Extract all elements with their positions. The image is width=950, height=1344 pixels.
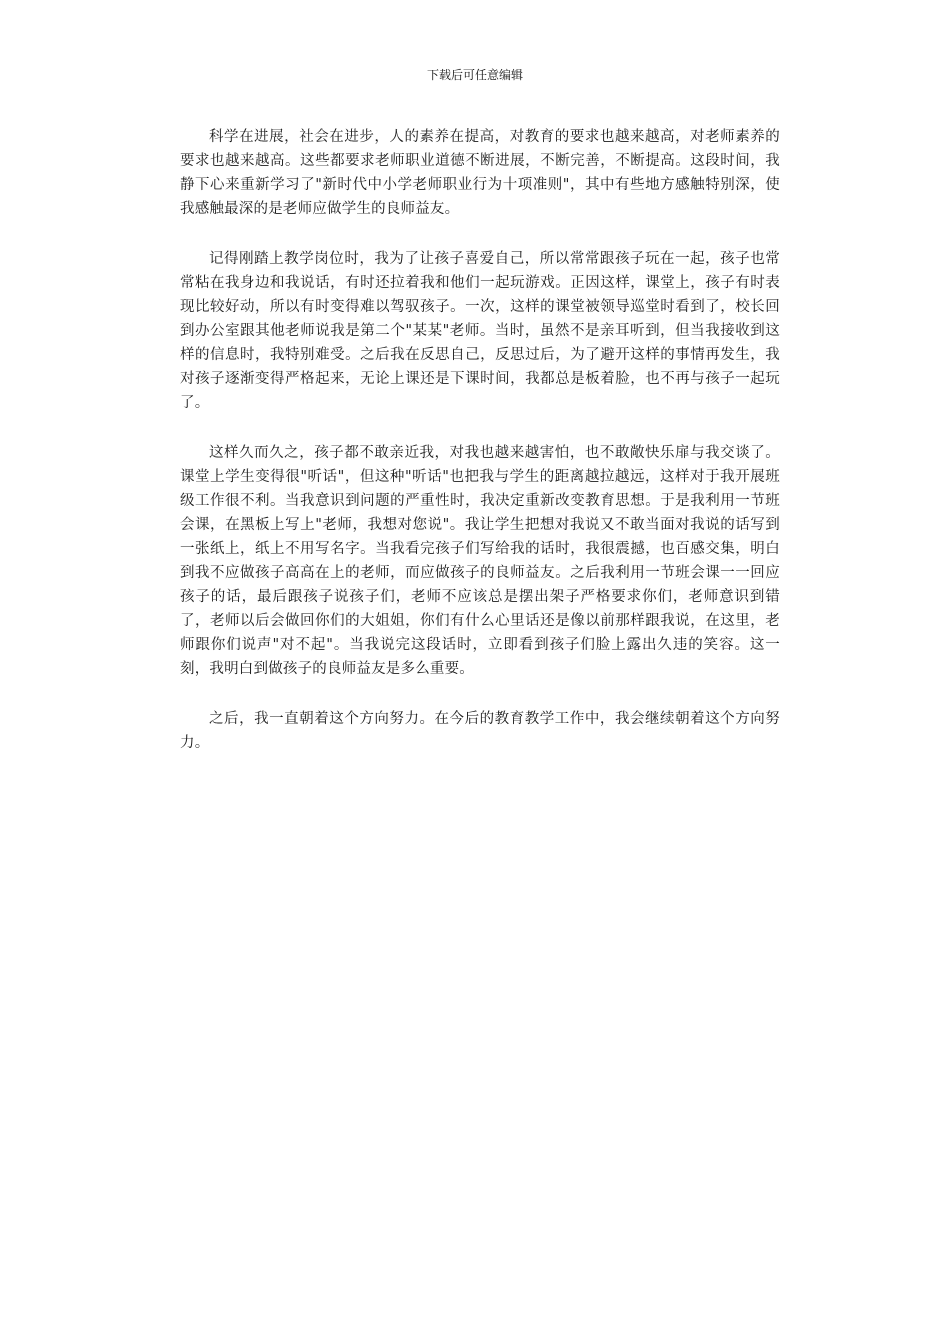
paragraph-4: 之后，我一直朝着这个方向努力。在今后的教育教学工作中，我会继续朝着这个方向努力。 bbox=[180, 711, 780, 751]
paragraph-3: 这样久而久之，孩子都不敢亲近我，对我也越来越害怕，也不敢敞快乐扉与我交谈了。课堂上学生变得很"听话"，但这种"听话"也把我与学生的距离越拉越远，这样对于我开展班级工作很不利。当我意识到问题的严重性时，我决定重新改变教育思想。于是我利用一节班会课，在黑板上写上"老师，我想对您说"。我让学生把想对我说又不敢当面对我说的话写到一张纸上，纸上不用写名字。当我看完孩子们写给我的话时，我很震撼，也百感交集，明白到我不应做孩子高高在上的老师，而应做孩子的良师益友。之后我利用一节班会课一一回应孩子的话，最后跟孩子说孩子们，老师不应该总是摆出架子严格要求你们，老师意识到错了，老师以后会做回你们的大姐姐，你们有什么心里话还是像以前那样跟我说，在这里，老师跟你们说声"对不起"。当我说完这段话时，立即看到孩子们脸上露出久违的笑容。这一刻，我明白到做孩子的良师益友是多么重要。 bbox=[180, 445, 780, 677]
download-editable-note: 下载后可任意编辑 bbox=[426, 68, 523, 82]
document-body bbox=[180, 125, 780, 781]
paragraph-2: 记得刚踏上教学岗位时，我为了让孩子喜爱自己，所以常常跟孩子玩在一起，孩子也常常粘在我身边和我说话，有时还拉着我和他们一起玩游戏。正因这样，课堂上，孩子有时表现比较好动，所以有时变得难以驾驭孩子。一次，这样的课堂被领导巡堂时看到了，校长回到办公室跟其他老师说我是第二个"某某"老师。当时，虽然不是亲耳听到，但当我接收到这样的信息时，我特别难受。之后我在反思自己，反思过后，为了避开这样的事情再发生，我对孩子逐渐变得严格起来，无论上课还是下课时间，我都总是板着脸，也不再与孩子一起玩了。 bbox=[180, 251, 780, 411]
paragraph-1: 科学在进展，社会在进步，人的素养在提高，对教育的要求也越来越高，对老师素养的要求也越来越高。这些都要求老师职业道德不断进展，不断完善，不断提高。这段时间，我静下心来重新学习了"新时代中小学老师职业行为十项准则"，其中有些地方感触特别深，使我感触最深的是老师应做学生的良师益友。 bbox=[180, 129, 780, 217]
